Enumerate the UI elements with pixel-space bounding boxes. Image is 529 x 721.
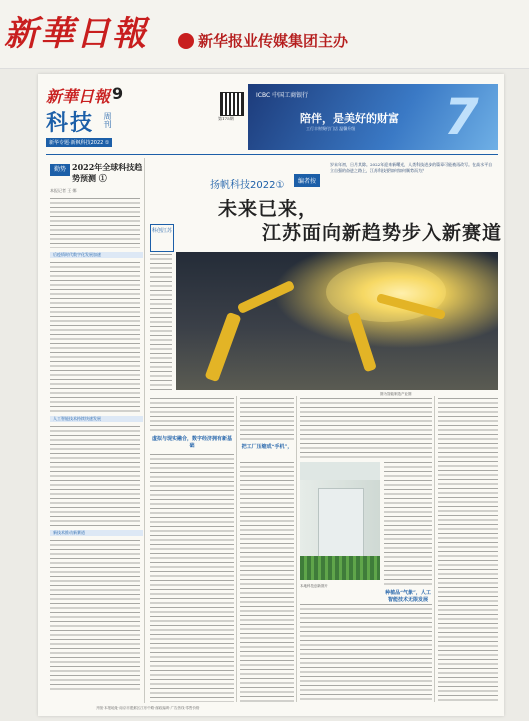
bank-advertisement[interactable] — [248, 84, 498, 150]
story-subhead: 虚拟与现实融合，数字经济拥有新基础 — [151, 436, 232, 449]
story-subhead: 种植品“气象”，人工智能技术无限发展 — [385, 590, 431, 603]
article-body-text — [438, 398, 498, 702]
left-article-tag: 勤势 — [50, 164, 70, 176]
issue-number: 第175期 — [218, 116, 234, 121]
qr-code-icon — [220, 92, 244, 116]
page-footer: 开版·本报地址·南京市建邺区江东中路·邮政编码·广告热线·零售价格 — [96, 706, 200, 710]
article-body-text — [50, 262, 140, 412]
article-body-text — [384, 462, 432, 586]
robot-arm-icon — [204, 312, 241, 383]
machine-caption: 本地科技创新图片 — [300, 584, 328, 588]
column-divider — [434, 396, 435, 702]
article-body-text — [300, 398, 432, 458]
photo-caption: 图为智能制造产业图 — [380, 392, 412, 396]
machine-door — [318, 488, 364, 560]
article-body-text — [50, 426, 140, 526]
left-article — [46, 158, 142, 698]
story-photo — [176, 252, 498, 390]
machine-top — [300, 462, 380, 480]
robot-arm-icon — [237, 280, 296, 314]
story-headline-line2: 江苏面向新趋势步入新赛道 — [262, 222, 503, 244]
left-article-byline: 本报记者 王 娜 — [50, 188, 77, 193]
header-divider — [46, 154, 498, 155]
left-subhead: 后疫情时代数字化发展加速 — [50, 252, 143, 258]
ad-bank-name: ICBC 中国工商银行 — [256, 92, 309, 99]
lead-text — [150, 254, 172, 390]
column-divider — [296, 396, 297, 702]
editor-note-label: 编者按 — [294, 174, 320, 187]
page-number: 9 — [112, 84, 124, 103]
story-badge: 科创江苏 — [150, 224, 174, 252]
editor-note — [294, 162, 496, 196]
article-body-text — [150, 454, 234, 702]
article-body-text — [240, 462, 294, 702]
editor-note-text: 岁末年初，日月其除。2022年迎来新曙光，人类科技进步的篇章可能被再改写。在高水平自立自强的奋进之路上，江苏科技要如何如何顺势而为？ — [330, 162, 493, 173]
column-divider — [144, 158, 145, 703]
ad-number: 7 — [444, 88, 479, 146]
page-header — [46, 84, 216, 148]
ad-subtitle: 工行丰财聚付门店 温馨升级 — [306, 126, 356, 131]
section-title: 科技 — [46, 111, 95, 136]
ad-slogan: 陪伴，是美好的财富 — [300, 112, 399, 125]
column-divider — [236, 396, 237, 702]
story-kicker: 扬帆科技2022① — [210, 180, 285, 191]
page-paper-logo: 新華日報 — [46, 87, 111, 106]
article-body-text — [240, 398, 294, 440]
publisher-logo-icon — [178, 33, 194, 49]
article-body-text — [300, 604, 432, 702]
article-body-text — [50, 540, 140, 690]
left-article-title: 2022年全球科技趋势预测 ① — [72, 162, 143, 183]
article-body-text — [50, 198, 140, 248]
article-body-text — [150, 398, 234, 432]
plant-icon — [300, 556, 380, 580]
story-subhead: 把工厂压缩成“手机”， — [241, 444, 293, 450]
section-tagline: 新华专题·新枫科技2022 ① — [46, 138, 112, 147]
weekly-label: 周刊 — [103, 112, 112, 128]
left-subhead: 新技术推动新赛道 — [50, 530, 143, 536]
masthead-logo: 新華日報 — [4, 14, 148, 54]
story-machine-photo — [300, 462, 380, 580]
masthead-subtitle: 新华报业传媒集团主办 — [178, 30, 348, 51]
left-subhead: 人工智能技术持续快速发展 — [50, 416, 143, 422]
story-headline-line1: 未来已来， — [218, 198, 319, 220]
newspaper-masthead — [0, 0, 529, 69]
